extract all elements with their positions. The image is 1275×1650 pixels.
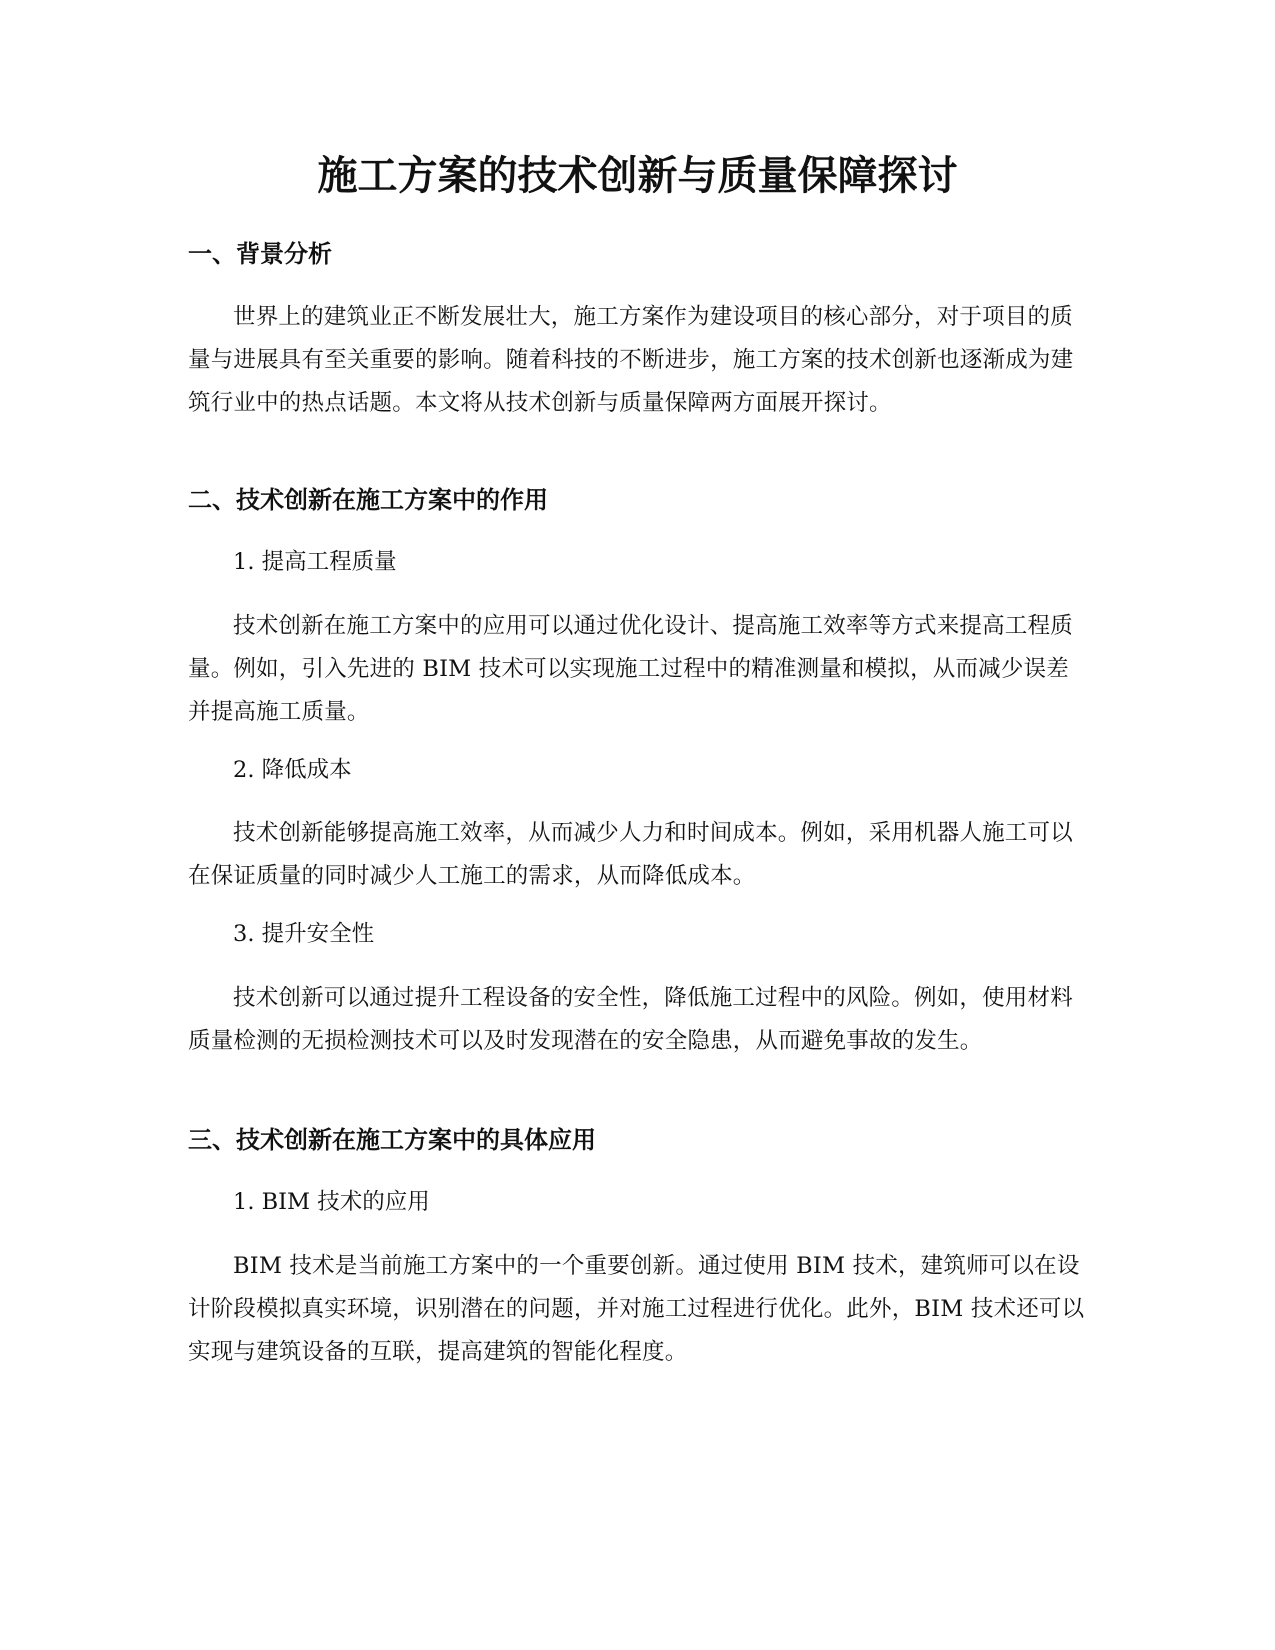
subheading-reduce-cost: 2. 降低成本 <box>233 757 352 783</box>
paragraph-improve-safety: 技术创新可以通过提升工程设备的安全性，降低施工过程中的风险。例如，使用材料质量检测的无损检测技术可以及时发现潜在的安全隐患，从而避免事故的发生。 <box>188 985 1073 1054</box>
section-heading-specific-application: 三、技术创新在施工方案中的具体应用 <box>188 1126 596 1154</box>
subheading-improve-quality: 1. 提高工程质量 <box>233 549 397 575</box>
subheading-improve-safety: 3. 提升安全性 <box>233 921 375 947</box>
section-heading-background: 一、背景分析 <box>188 240 332 268</box>
subheading-bim-application: 1. BIM 技术的应用 <box>233 1189 430 1215</box>
paragraph-reduce-cost: 技术创新能够提高施工效率，从而减少人力和时间成本。例如，采用机器人施工可以在保证质量的同时减少人工施工的需求，从而降低成本。 <box>188 820 1073 889</box>
document-title: 施工方案的技术创新与质量保障探讨 <box>317 153 958 199</box>
paragraph-improve-quality: 技术创新在施工方案中的应用可以通过优化设计、提高施工效率等方式来提高工程质量。例如，引入先进的 BIM 技术可以实现施工过程中的精准测量和模拟，从而减少误差并提高施工质量。 <box>188 613 1073 725</box>
section-heading-innovation-role: 二、技术创新在施工方案中的作用 <box>188 486 548 514</box>
paragraph-background: 世界上的建筑业正不断发展壮大，施工方案作为建设项目的核心部分，对于项目的质量与进展具有至关重要的影响。随着科技的不断进步，施工方案的技术创新也逐渐成为建筑行业中的热点话题。本文将从技术创新与质量保障两方面展开探讨。 <box>188 304 1074 416</box>
paragraph-bim-application: BIM 技术是当前施工方案中的一个重要创新。通过使用 BIM 技术，建筑师可以在设计阶段模拟真实环境，识别潜在的问题，并对施工过程进行优化。此外，BIM 技术还可以实现与建筑设备的互联，提高建筑的智能化程度。 <box>188 1253 1085 1365</box>
